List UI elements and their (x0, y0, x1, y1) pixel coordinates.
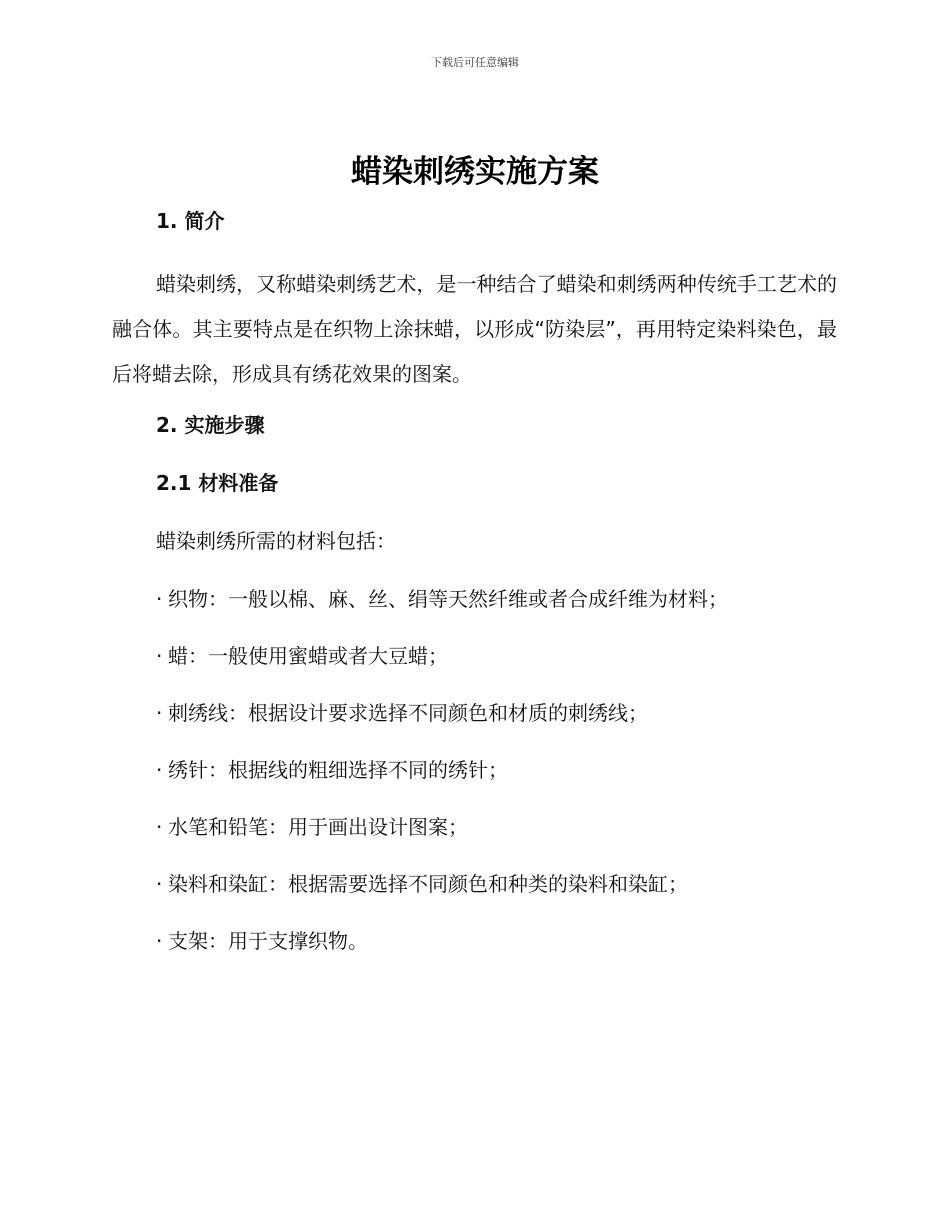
materials-intro: 蜡染刺绣所需的材料包括： (156, 529, 396, 553)
bullet-icon: · (156, 815, 163, 839)
subsection-heading-materials: 2.1 材料准备 (156, 471, 279, 495)
header-note: 下载后可任意编辑 (431, 56, 519, 69)
section-heading-steps: 2. 实施步骤 (156, 413, 265, 437)
list-item: · 绣针：根据线的粗细选择不同的绣针； (156, 758, 508, 782)
intro-paragraph: 蜡染刺绣，又称蜡染刺绣艺术，是一种结合了蜡染和刺绣两种传统手工艺术的融合体。其主要特点是在织物上涂抹蜡，以形成“防染层”，再用特定染料染色，最后将蜡去除，形成具有绣花效果的图案。 (112, 272, 837, 386)
list-item: · 水笔和铅笔：用于画出设计图案； (156, 815, 468, 839)
bullet-icon: · (156, 758, 163, 782)
bullet-icon: · (156, 701, 163, 725)
section-heading-intro: 1. 简介 (156, 209, 225, 233)
list-item: · 支架：用于支撑织物。 (156, 929, 368, 953)
bullet-icon: · (156, 872, 163, 896)
bullet-icon: · (156, 929, 163, 953)
bullet-icon: · (156, 587, 163, 611)
document-title: 蜡染刺绣实施方案 (351, 154, 599, 190)
list-item: · 染料和染缸：根据需要选择不同颜色和种类的染料和染缸； (156, 872, 688, 896)
list-item: · 蜡：一般使用蜜蜡或者大豆蜡； (156, 644, 448, 668)
list-item: · 刺绣线：根据设计要求选择不同颜色和材质的刺绣线； (156, 701, 648, 725)
bullet-icon: · (156, 644, 163, 668)
list-item: · 织物：一般以棉、麻、丝、绢等天然纤维或者合成纤维为材料； (156, 587, 728, 611)
